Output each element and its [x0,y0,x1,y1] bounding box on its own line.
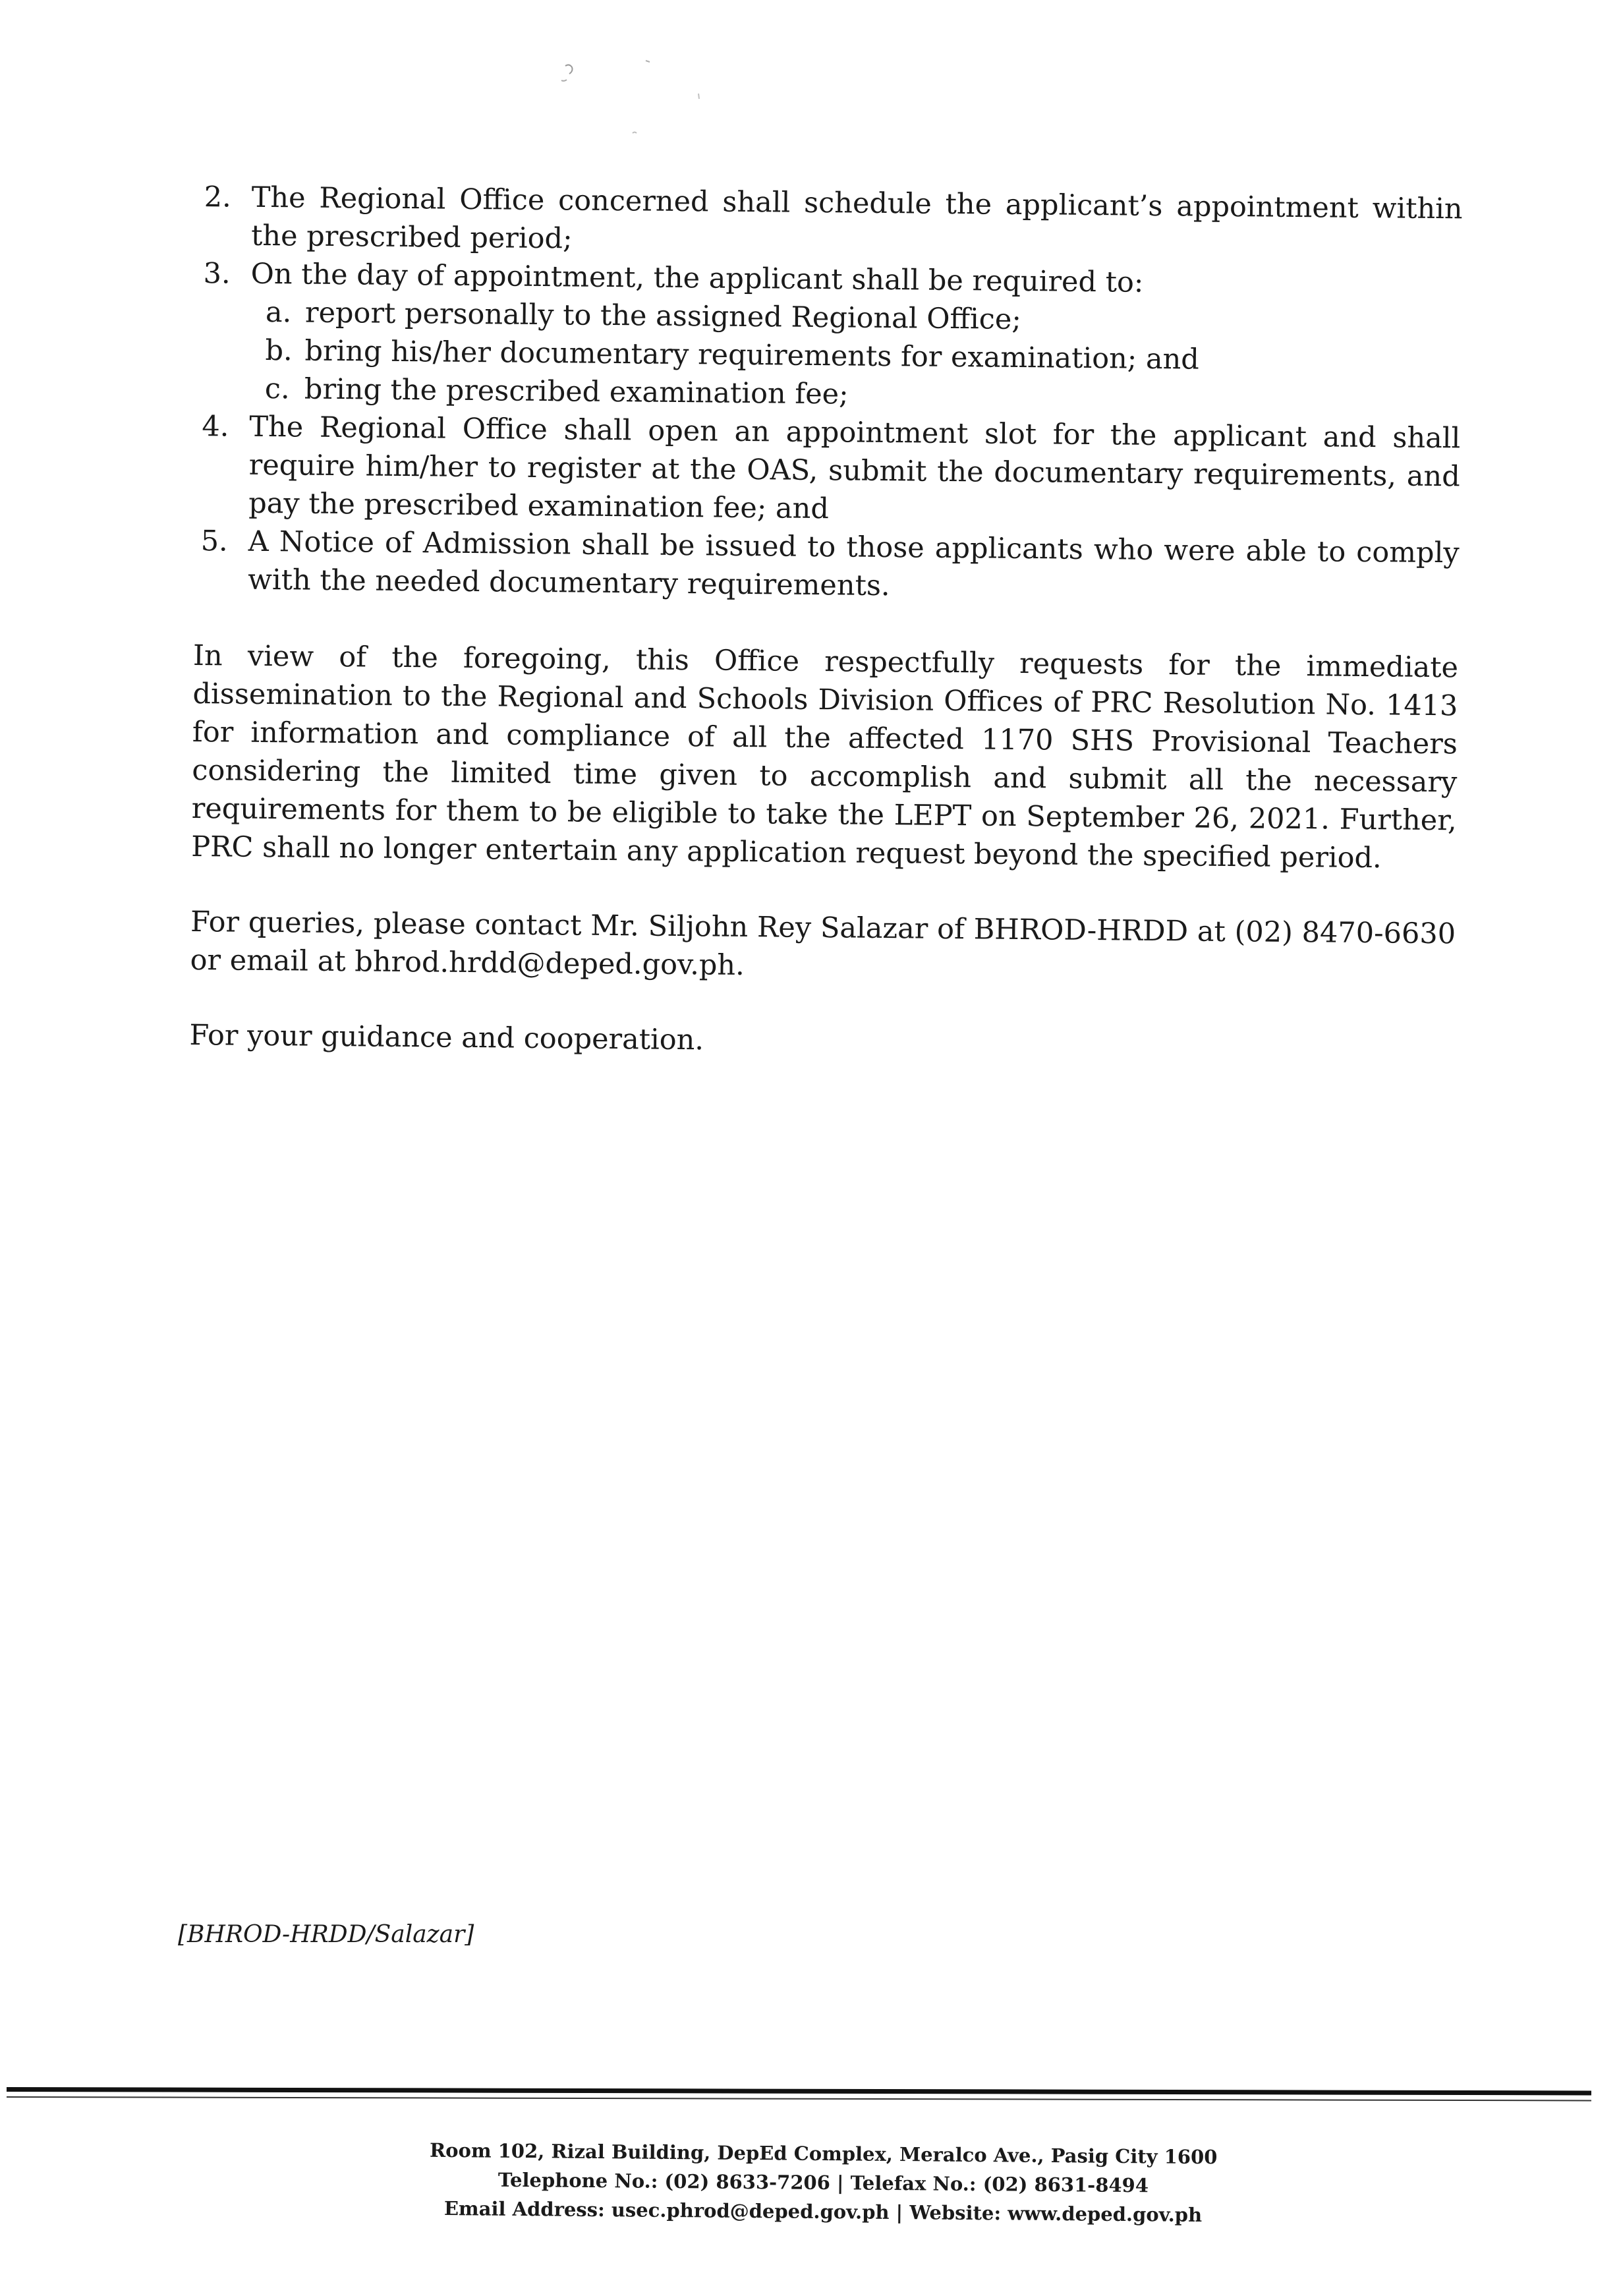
footer-rule-thin [7,2096,1591,2101]
list-item-text: On the day of appointment, the applicant shall be required to: [250,257,1144,299]
sub-list-item-text: bring his/her documentary requirements for examination; and [304,334,1200,376]
letterhead-footer [368,2135,1278,2230]
letter-body [189,178,1463,1066]
list-item [194,522,1460,610]
list-item-number: 4. [202,410,229,444]
sub-list-item-letter: a. [265,295,292,330]
list-item-text: A Notice of Admission shall be issued to those applicants who were able to comply with the needed documentary requirements. [247,525,1460,603]
footer-contact: Email Address: usec.phrod@deped.gov.ph | Website: www.deped.gov.ph [443,2196,1203,2227]
queries-text: For queries, please contact Mr. Siljohn Rey Salazar of BHROD-HRDD at (02) 8470-6630 or email at bhrod.hrdd@deped.gov.ph. [190,905,1456,983]
footer-rule-thick [7,2087,1591,2095]
list-item-text: The Regional Office concerned shall schedule the applicant’s appointment within the prescribed period; [250,181,1463,256]
scan-specks [554,53,817,145]
footer-phones: Telephone No.: (02) 8633-7206 | Telefax No.: (02) 8631-8494 [497,2168,1149,2197]
procedure-list [194,178,1463,610]
list-item-number: 5. [200,525,228,558]
list-item-number: 2. [204,181,231,214]
list-item [197,178,1463,266]
list-item-number: 3. [203,257,231,291]
reference-initials: [BHROD-HRDD/Salazar] [178,1921,474,1948]
closing-paragraph: For your guidance and cooperation. [189,1018,704,1057]
sub-list-item-letter: c. [264,372,290,406]
sub-list-item-letter: b. [265,333,293,368]
sub-list-item-text: report personally to the assigned Regional Office; [304,296,1022,337]
list-item-text: The Regional Office shall open an appointment slot for the applicant and shall require him/her to register at the OAS, submit the documentary requirements, and pay the prescribed examination fee; and [248,410,1461,526]
footer-address: Room 102, Rizal Building, DepEd Complex, Meralco Ave., Pasig City 1600 [429,2138,1218,2169]
queries-paragraph [190,903,1456,991]
sub-list-item-text: bring the prescribed examination fee; [304,372,849,411]
list-item [194,407,1461,534]
dissemination-paragraph: In view of the foregoing, this Office respectfully requests for the immediate dissemination to the Regional and Schools Division Offices of PRC Resolution No. 1413 for information and compliance of all the affected 1170 SHS Provisional Teachers considering the limited time given to accomplish and submit all the necessary requirements for them to be eligible to take the LEPT on September 26, 2021. Further, PRC shall no longer entertain any application request beyond the specified period. [191,639,1459,875]
